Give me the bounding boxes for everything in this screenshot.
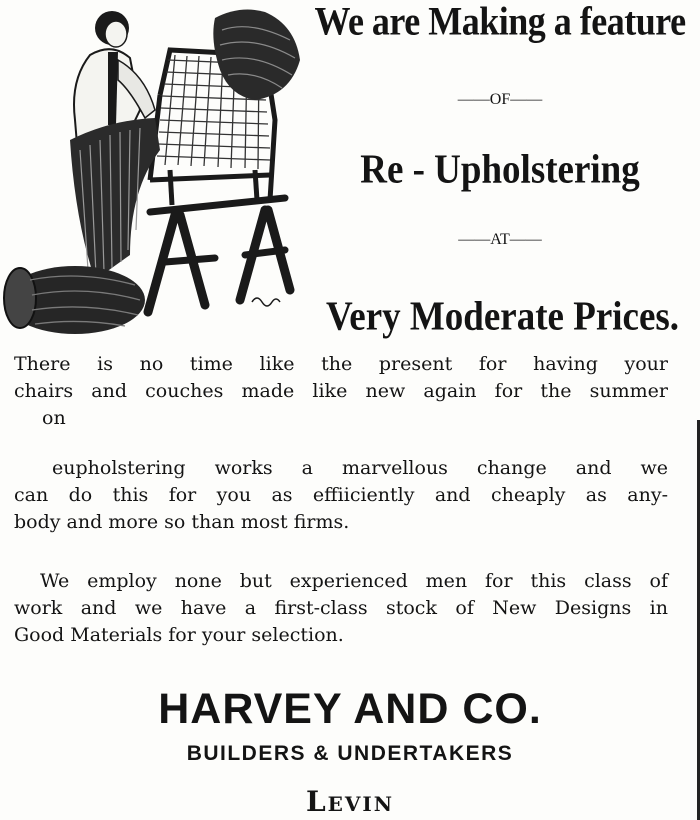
headline-at: ——AT—— [458, 231, 542, 248]
text-line: chairs and couches made like new again for the summer [14, 380, 668, 402]
text-line: eupholstering works a marvellous change and we [52, 457, 668, 479]
company-town: Levin [305, 785, 395, 818]
headline-of: ——OF—— [457, 91, 543, 108]
text-line: can do this for you as effiiciently and cheaply as any- [14, 484, 668, 506]
text-line: on [42, 407, 66, 429]
text-line: There is no time like the present for having your [14, 353, 668, 375]
headline-prices: Very Moderate Prices. [325, 293, 680, 340]
text-line: We employ none but experienced men for this class of [40, 570, 668, 592]
text-line: work and we have a first-class stock of New Designs in [14, 597, 668, 619]
headline-feature: We are Making a feature [314, 0, 686, 44]
headline-reupholstering: Re - Upholstering [360, 146, 640, 193]
company-name: HARVEY AND CO. [158, 685, 542, 733]
upholsterer-at-work-illustration [0, 0, 300, 345]
text-line: body and more so than most firms. [14, 511, 350, 533]
company-trade: BUILDERS & UNDERTAKERS [186, 742, 514, 765]
paragraph-employ [14, 568, 668, 649]
text-line: Good Materials for your selection. [14, 624, 344, 646]
paragraph-reupholstering [14, 455, 668, 536]
paragraph-present [14, 351, 668, 432]
